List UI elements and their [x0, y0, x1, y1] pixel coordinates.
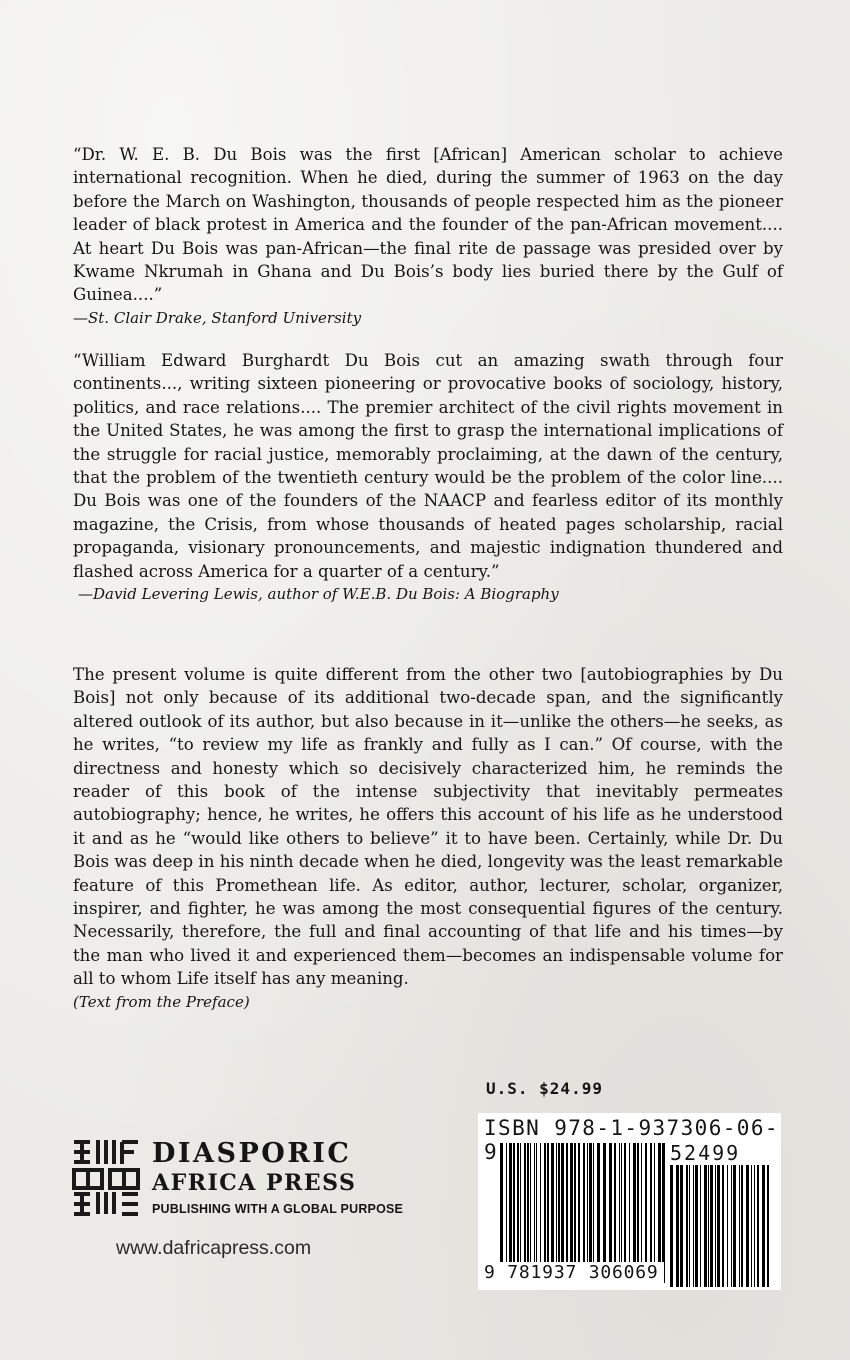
barcode-bar: [695, 1165, 698, 1287]
price-code: 52499: [670, 1141, 741, 1165]
barcode-bar: [739, 1165, 740, 1287]
barcode-bar: [746, 1165, 749, 1287]
publisher-website: www.dafricapress.com: [116, 1237, 312, 1259]
barcode-bar: [722, 1165, 724, 1287]
isbn-barcode: [478, 1113, 781, 1290]
barcode-bar: [693, 1165, 694, 1287]
barcode-bar: [741, 1165, 743, 1287]
publisher-name: DIASPORIC: [152, 1138, 352, 1169]
barcode-bar: [767, 1165, 769, 1287]
barcode-bar: [731, 1165, 732, 1287]
preface-attribution: (Text from the Preface): [73, 992, 250, 1011]
quote-lewis-text: “William Edward Burghardt Du Bois cut an amazing swath through four continents..., writing sixteen pioneering or provocative books of sociology, history, politics, and race relations.... The premier architect of the civil rights movement in the United States, he was among the first to grasp the international implications of the struggle for racial justice, memorably proclaiming, at the dawn of the century, that the problem of the twentieth century would be the problem of the color line.... Du Bois was one of the founders of the NAACP and fearless editor of its monthly magazine, the Crisis, from whose thousands of heated pages scholarship, racial propaganda, visionary pronouncements, and majestic indignation thundered and flashed across America for a quarter of a century.”: [73, 351, 783, 581]
ean-digits: 9 781937 306069: [484, 1262, 664, 1283]
barcode-bar: [676, 1165, 679, 1287]
barcode-bar: [686, 1165, 688, 1287]
preface-text: The present volume is quite different from the other two [autobiographies by Du Bois] not only because of its additional two-decade span, and the significantly altered outlook of its author, but also because in it—unlike the others—he seeks, as he writes, “to review my life as frankly and fully as I can.” Of course, with the directness and honesty which so decisively characterized him, he reminds the reader of this book of the intense subjectivity that inevitably permeates autobiography; hence, he writes, he offers this account of his life as he understood it and as he “would like others to believe” it to have been. Certainly, while Dr. Du Bois was deep in his ninth decade when he died, longevity was the least remarkable feature of this Promethean life. As editor, author, lecturer, scholar, organizer, inspirer, and fighter, he was among the most consequential figures of the century. Necessarily, therefore, the full and final accounting of that life and his times—by the man who lived it and experienced them—becomes an indispensable volume for all to whom Life itself has any meaning.: [73, 665, 783, 989]
barcode-bar: [762, 1165, 765, 1287]
barcode-bar: [670, 1165, 673, 1287]
preface-excerpt: [73, 663, 783, 1013]
publisher-tagline: PUBLISHING WITH A GLOBAL PURPOSE: [152, 1202, 404, 1216]
barcode-bar: [680, 1165, 683, 1287]
barcode-bar: [717, 1165, 720, 1287]
barcode-bar: [727, 1165, 728, 1287]
barcode-bar: [754, 1165, 755, 1287]
quote-drake-text: “Dr. W. E. B. Du Bois was the first [African] American scholar to achieve international recognition. When he died, during the summer of 1963 on the day before the March on Washington, thousands of people respected him as the pioneer leader of black protest in America and the founder of the pan-African movement.... At heart Du Bois was pan-African—the final rite de passage was presided over by Kwame Nkrumah in Ghana and Du Bois’s body lies buried there by the Gulf of Guinea....”: [73, 145, 783, 305]
barcode-bar: [704, 1165, 707, 1287]
quote-drake-attribution: —St. Clair Drake, Stanford University: [73, 308, 362, 327]
quote-drake: [73, 143, 783, 329]
barcode-bar: [710, 1165, 713, 1287]
barcode-bar: [715, 1165, 716, 1287]
publisher-emblem-icon: [70, 1138, 142, 1216]
barcode-bar: [708, 1165, 709, 1287]
barcode-bar: [700, 1165, 701, 1287]
barcode-bar: [733, 1165, 736, 1287]
quote-lewis-attribution: —David Levering Lewis, author of W.E.B. Du Bois: A Biography: [78, 585, 559, 604]
barcode-bar: [689, 1165, 690, 1287]
publisher-name-line2: AFRICA PRESS: [152, 1170, 357, 1196]
barcode-bar: [757, 1165, 759, 1287]
barcode-bar: [751, 1165, 752, 1287]
quote-lewis: [73, 349, 783, 605]
price-label: U.S. $24.99: [486, 1079, 603, 1098]
isbn-number: ISBN 978-1-937306-06-9: [484, 1116, 779, 1164]
